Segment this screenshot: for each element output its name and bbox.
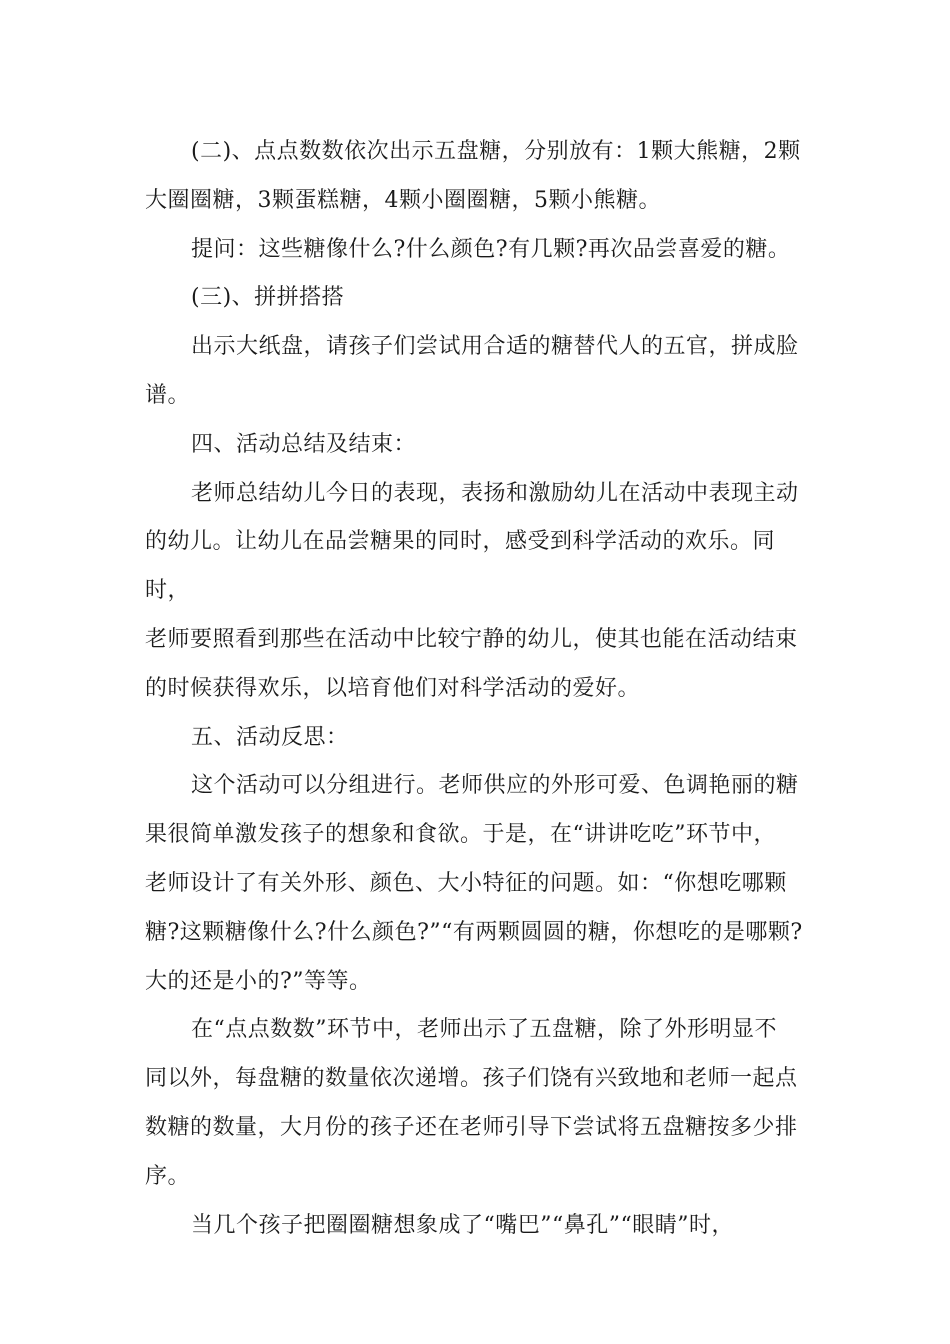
paragraph-paper-plate: 出示大纸盘，请孩子们尝试用合适的糖替代人的五官，拼成脸 谱。 bbox=[145, 334, 799, 408]
paragraph-counting-candies: (二)、点点数数依次出示五盘糖，分别放有：1颗大熊糖，2颗 大圈圈糖，3颗蛋糕糖，4颗小圈圈糖，5颗小熊糖。 bbox=[145, 139, 801, 213]
paragraph-summary: 老师总结幼儿今日的表现，表扬和激励幼儿在活动中表现主动 的幼儿。让幼儿在品尝糖果的同时，感受到科学活动的欢乐。同时， 老师要照看到那些在活动中比较宁静的幼儿，使其也能在活动结束 的时候获得欢乐，以培育他们对科学活动的爱好。 bbox=[145, 480, 799, 701]
paragraph-reflection-3: 当几个孩子把圈圈糖想象成了“嘴巴”“鼻孔”“眼睛”时， bbox=[191, 1212, 734, 1238]
paragraph-heading-puzzle: (三)、拼拼搭搭 bbox=[191, 285, 345, 311]
paragraph-heading-summary: 四、活动总结及结束： bbox=[191, 431, 417, 457]
document-body bbox=[145, 128, 810, 1250]
paragraph-reflection-1: 这个活动可以分组进行。老师供应的外形可爱、色调艳丽的糖 果很简单激发孩子的想象和食欲。于是，在“讲讲吃吃”环节中， 老师设计了有关外形、颜色、大小特征的问题。如：“你想吃哪颗 糖?这颗糖像什么?什么颜色?”“有两颗圆圆的糖，你想吃的是哪颗? 大的还是小的?”等等。 bbox=[145, 773, 803, 994]
paragraph-question: 提问：这些糖像什么?什么颜色?有几颗?再次品尝喜爱的糖。 bbox=[191, 236, 791, 262]
paragraph-reflection-2: 在“点点数数”环节中，老师出示了五盘糖，除了外形明显不 同以外，每盘糖的数量依次递增。孩子们饶有兴致地和老师一起点 数糖的数量，大月份的孩子还在老师引导下尝试将五盘糖按多少排 序。 bbox=[145, 1017, 798, 1189]
paragraph-heading-reflection: 五、活动反思： bbox=[191, 724, 349, 750]
